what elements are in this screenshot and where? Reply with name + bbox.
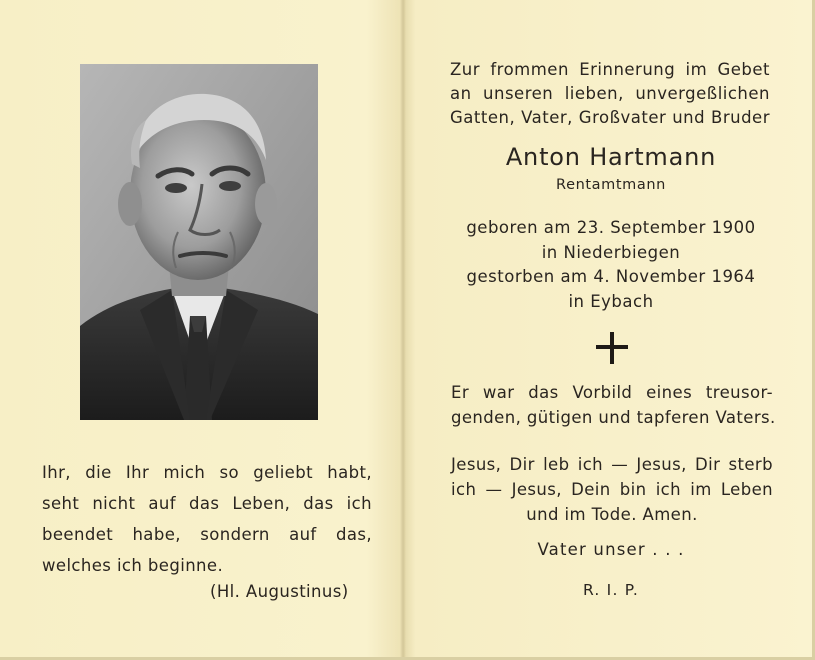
intro-line: Gatten, Vater, Großvater und Bruder <box>450 108 770 127</box>
prayer-text <box>451 452 773 527</box>
portrait-photo <box>80 64 318 420</box>
rip-text: R. I. P. <box>583 581 639 599</box>
deceased-name: Anton Hartmann <box>505 143 717 171</box>
remembrance-intro <box>450 58 770 130</box>
prayer-line: und im Tode. Amen. <box>526 505 698 524</box>
quote-line: welches ich beginne. <box>42 556 224 575</box>
birth-date: geboren am 23. September 1900 <box>466 218 756 237</box>
tribute-text <box>451 380 776 430</box>
birth-place: in Niederbiegen <box>541 242 681 262</box>
quote-source: (Hl. Augustinus) <box>210 582 349 601</box>
closing-prayer: Vater unser . . . <box>537 540 685 559</box>
quote-line: beendet habe, sondern auf das, <box>42 525 372 544</box>
intro-line: an unseren lieben, unvergeßlichen <box>450 84 770 103</box>
tribute-line: Er war das Vorbild eines treusor- <box>451 383 773 402</box>
life-dates <box>420 216 802 314</box>
cross-icon <box>596 332 628 364</box>
prayer-line: ich — Jesus, Dein bin ich im Leben <box>451 480 773 499</box>
prayer-line: Jesus, Dir leb ich — Jesus, Dir sterb <box>451 455 773 474</box>
augustinus-quote <box>42 457 372 581</box>
card-fold <box>400 0 406 660</box>
quote-line: Ihr, die Ihr mich so geliebt habt, <box>42 463 372 482</box>
tribute-line: genden, gütigen und tapferen Vaters. <box>451 408 776 427</box>
death-date: gestorben am 4. November 1964 <box>466 267 756 286</box>
intro-line: Zur frommen Erinnerung im Gebet <box>450 60 770 79</box>
death-place: in Eybach <box>568 291 654 311</box>
occupation: Rentamtmann <box>556 177 666 193</box>
quote-line: seht nicht auf das Leben, das ich <box>42 494 372 513</box>
right-panel <box>420 0 802 660</box>
